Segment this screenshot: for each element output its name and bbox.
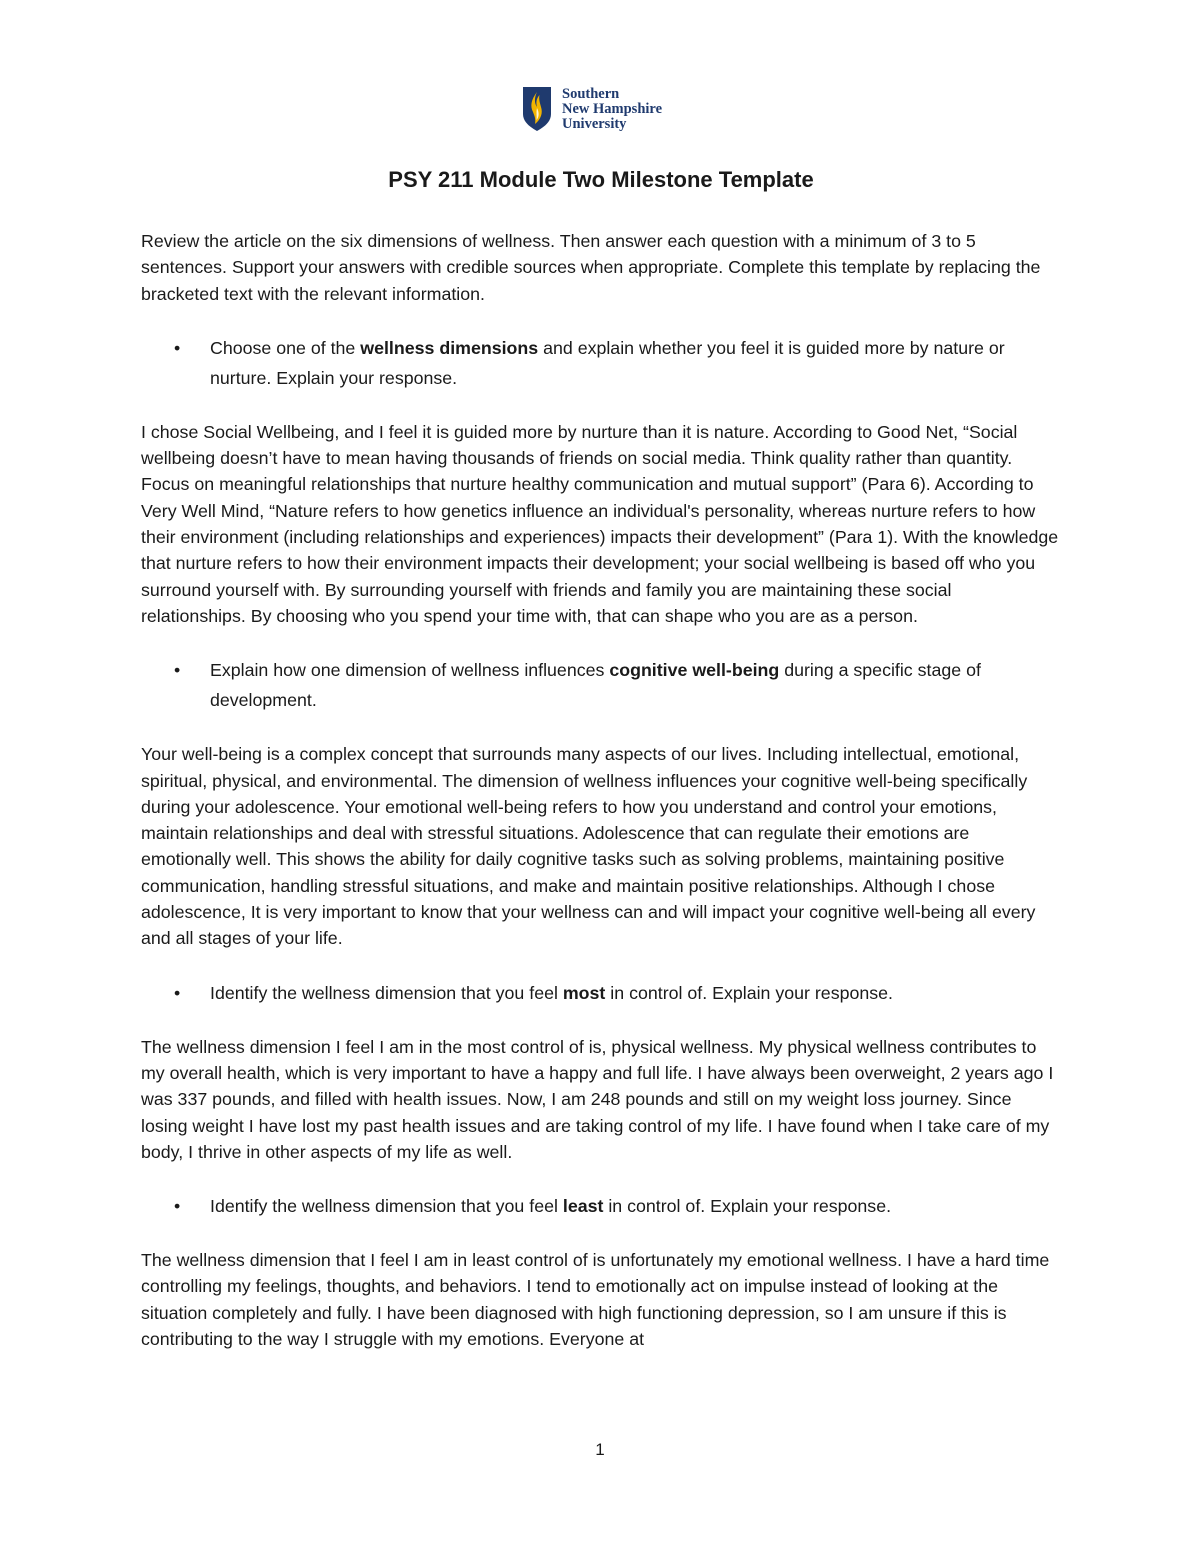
- intro-paragraph: Review the article on the six dimensions of wellness. Then answer each question with a minimum of 3 to 5 sentences. Support your answers with credible sources when appropriate. Complete this template by replacing the bracketed text with the relevant information.: [141, 231, 1041, 304]
- university-logo: [522, 84, 662, 134]
- document-body: [141, 160, 1061, 1378]
- question-4-bold: least: [562, 1196, 604, 1217]
- question-4-text-after: in control of. Explain your response.: [603, 1196, 892, 1217]
- shield-flame-icon: [522, 86, 552, 132]
- bullet-icon: •: [174, 337, 181, 358]
- answer-3: The wellness dimension I feel I am in the most control of is, physical wellness. My physical wellness contributes to my overall health, which is very important to have a happy and full life. I have always been overweight, 2 years ago I was 337 pounds, and filled with health issues. Now, I am 248 pounds and still on my weight loss journey. Since losing weight I have lost my past health issues and are taking control of my life. I have found when I take care of my body, I thrive in other aspects of my life as well.: [141, 1036, 1054, 1162]
- answer-2: Your well-being is a complex concept that surrounds many aspects of our lives. Including intellectual, emotional, spiritual, physical, and environmental. The dimension of wellness influences your cognitive well-being specifically during your adolescence. Your emotional well-being refers to how you understand and control your emotions, maintain relationships and deal with stressful situations. Adolescence that can regulate their emotions are emotionally well. This shows the ability for daily cognitive tasks such as solving problems, maintaining positive communication, handling stressful situations, and make and maintain positive relationships. Although I chose adolescence, It is very important to know that your wellness can and will impact your cognitive well-being all every and all stages of your life.: [141, 744, 1036, 949]
- question-4-text-before: Identify the wellness dimension that you feel: [210, 1196, 563, 1217]
- question-4: [141, 1191, 1061, 1221]
- question-3: [141, 978, 1061, 1008]
- logo-line-3: University: [562, 115, 627, 132]
- question-1: [141, 333, 1061, 393]
- question-2-bold: cognitive well-being: [609, 660, 780, 681]
- question-3-text-after: in control of. Explain your response.: [605, 982, 893, 1003]
- question-2: [141, 655, 1061, 715]
- bullet-icon: •: [174, 1196, 181, 1217]
- page-number: 1: [595, 1440, 605, 1459]
- bullet-icon: •: [174, 660, 181, 681]
- question-1-bold: wellness dimensions: [360, 337, 539, 358]
- document-title: PSY 211 Module Two Milestone Template: [388, 167, 814, 192]
- question-1-text-after: and explain whether you feel it is guided more by nature or nurture. Explain your response.: [210, 337, 1005, 388]
- logo-line-2: New Hampshire: [562, 100, 663, 117]
- logo-line-1: Southern: [562, 85, 620, 102]
- answer-1: I chose Social Wellbeing, and I feel it is guided more by nurture than it is nature. According to Good Net, “Social wellbeing doesn’t have to mean having thousands of friends on social media. Think quality rather than quantity. Focus on meaningful relationships that nurture healthy communication and mutual support” (Para 6). According to Very Well Mind, “Nature refers to how genetics influence an individual's personality, whereas nurture refers to how their environment (including relationships and experiences) impacts their development” (Para 1). With the knowledge that nurture refers to how their environment impacts their development; your social wellbeing is based off who you surround yourself with. By surrounding yourself with friends and family you are maintaining these social relationships. By choosing who you spend your time with, that can shape who you are as a person.: [141, 421, 1059, 626]
- question-3-bold: most: [562, 982, 606, 1003]
- question-1-text-before: Choose one of the: [210, 337, 361, 358]
- question-2-text-after: during a specific stage of development.: [210, 660, 981, 711]
- question-2-text-before: Explain how one dimension of wellness influences: [210, 660, 610, 681]
- bullet-icon: •: [174, 982, 181, 1003]
- university-name: [562, 87, 662, 132]
- answer-4: The wellness dimension that I feel I am in least control of is unfortunately my emotional wellness. I have a hard time controlling my feelings, thoughts, and behaviors. I tend to emotionally act on impulse instead of looking at the situation completely and fully. I have been diagnosed with high functioning depression, so I am unsure if this is contributing to the way I struggle with my emotions. Everyone at: [141, 1250, 1050, 1350]
- question-3-text-before: Identify the wellness dimension that you feel: [210, 982, 563, 1003]
